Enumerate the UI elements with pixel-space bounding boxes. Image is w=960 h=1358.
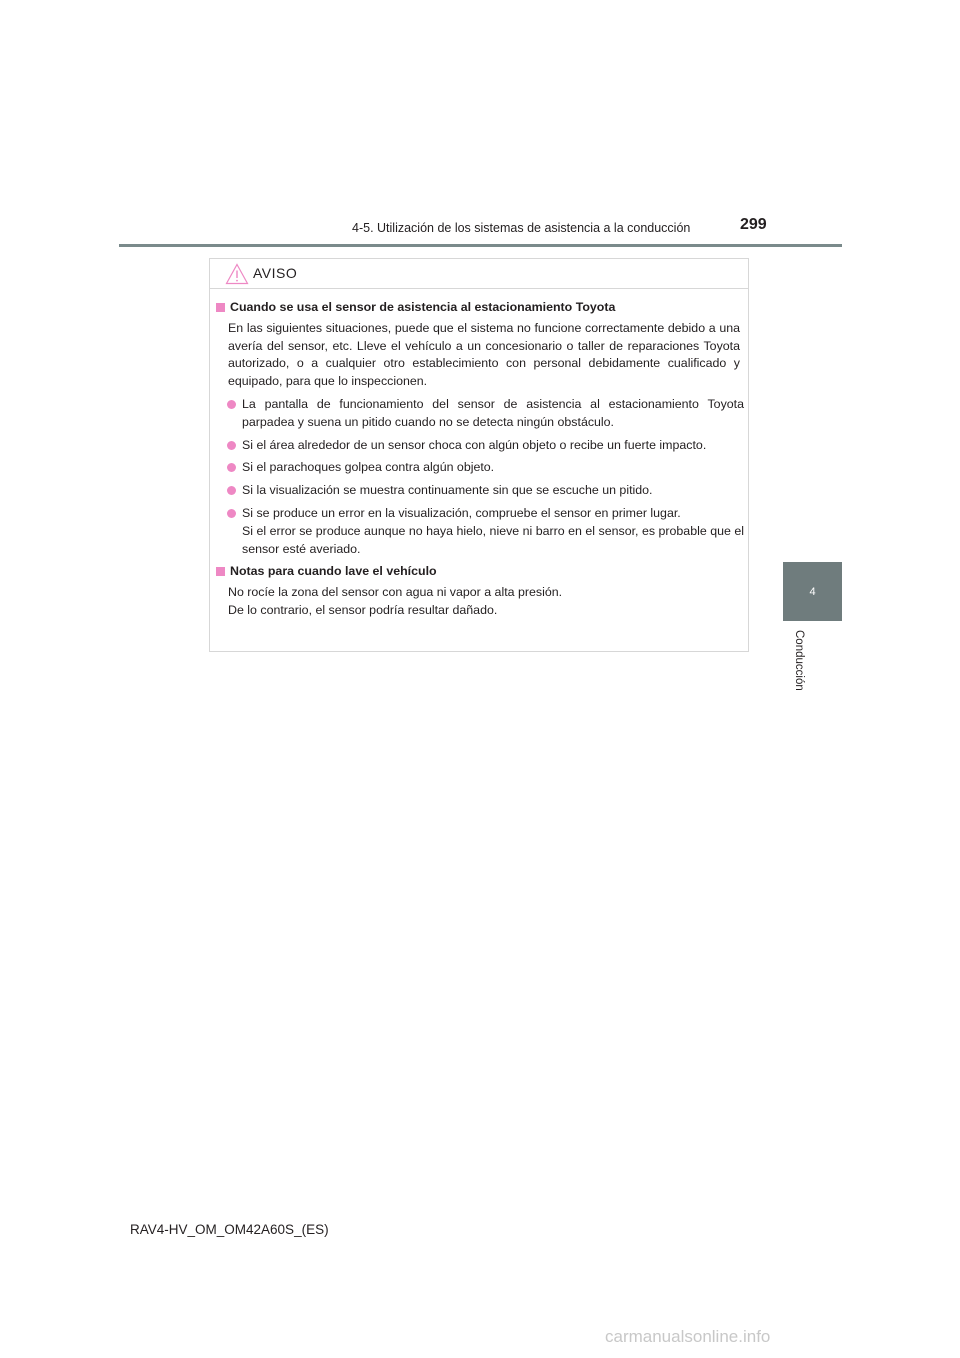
dot-bullet-icon [227,463,236,472]
chapter-tab [783,562,842,621]
list-item: Si el parachoques golpea contra algún objeto. [242,459,744,477]
section-text-line: De lo contrario, el sensor podría resultar dañado. [228,602,498,617]
dot-bullet-icon [227,400,236,409]
header-rule [119,244,842,247]
chapter-label: Conducción [793,630,805,691]
aviso-content [210,299,750,620]
aviso-label: AVISO [253,265,298,281]
list-item: Si se produce un error en la visualización, compruebe el sensor en primer lugar. Si el error se produce aunque no haya hielo, nieve ni barro en el sensor, es probable que el sensor esté averiado. [242,505,744,558]
square-bullet-icon [216,303,225,312]
list-item: Si la visualización se muestra continuamente sin que se escuche un pitido. [242,482,744,500]
aviso-box [209,258,749,652]
list-item-continuation: Si el error se produce aunque no haya hielo, nieve ni barro en el sensor, es probable que el sensor esté averiado. [242,523,744,556]
header-title: 4-5. Utilización de los sistemas de asistencia a la conducción [352,221,691,235]
section-text-line: No rocíe la zona del sensor con agua ni vapor a alta presión. [228,585,563,600]
watermark: carmanualsonline.info [605,1327,771,1346]
section-intro: En las siguientes situaciones, puede que el sistema no funcione correctamente debido a una avería del sensor, etc. Lleve el vehículo a un concesionario o taller de reparaciones Toyota autorizado, o a cualquier otro establecimiento con personal debidamente cualificado y equipado, para que lo inspeccionen. [228,320,740,389]
footer-code: RAV4-HV_OM_OM42A60S_(ES) [130,1222,329,1237]
section-title: Notas para cuando lave el vehículo [212,563,750,581]
section-title: Cuando se usa el sensor de asistencia al estacionamiento Toyota [212,299,750,317]
square-bullet-icon [216,567,225,576]
page-number: 299 [740,216,767,233]
chapter-number: 4 [809,585,816,598]
list-item: Si el área alrededor de un sensor choca con algún objeto o recibe un fuerte impacto. [242,437,744,455]
warning-triangle-icon [225,263,249,285]
dot-bullet-icon [227,509,236,518]
dot-bullet-icon [227,441,236,450]
aviso-header [210,259,748,289]
dot-bullet-icon [227,486,236,495]
list-item: La pantalla de funcionamiento del sensor de asistencia al estacionamiento Toyota parpadea y suena un pitido cuando no se detecta ningún obstáculo. [242,396,744,432]
